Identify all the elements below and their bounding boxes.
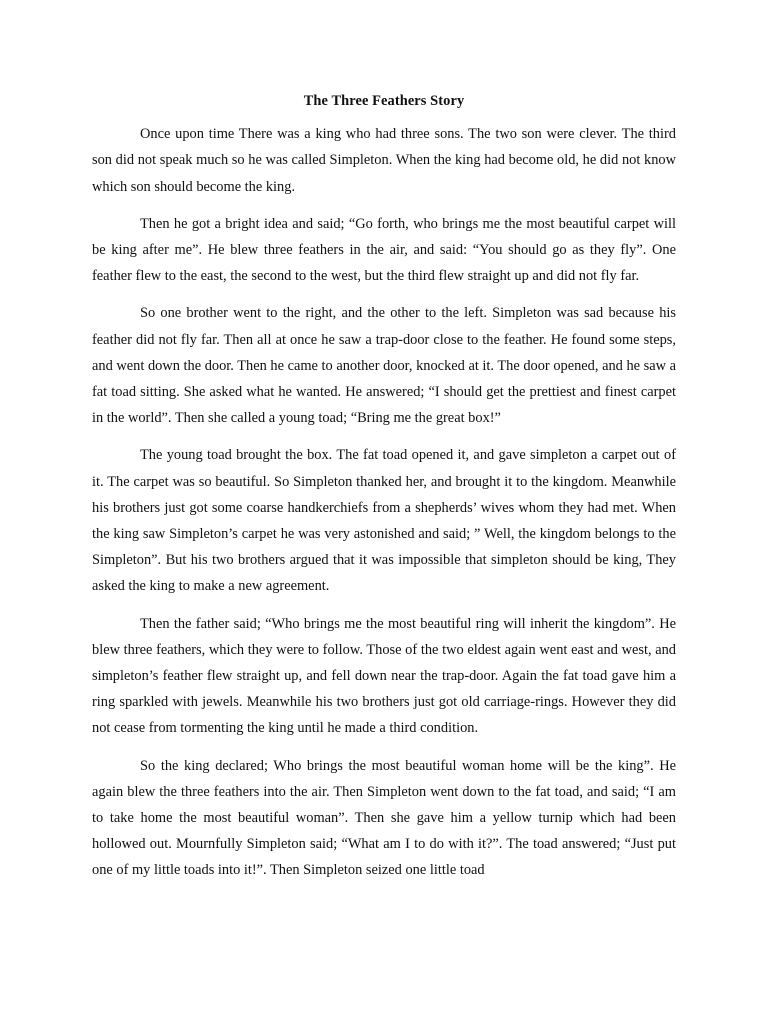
paragraph-3: So one brother went to the right, and the other to the left. Simpleton was sad because his feather did not fly far. Then all at once he saw a trap-door close to the feather. He found some steps, and went down the door. Then he came to another door, knocked at it. The door opened, and he saw a fat toad sitting. She asked what he wanted. He answered; “I should get the prettiest and finest carpet in the world”. Then she called a young toad; “Bring me the great box!” bbox=[92, 305, 676, 427]
paragraph-4: The young toad brought the box. The fat toad opened it, and gave simpleton a carpet out of it. The carpet was so beautiful. So Simpleton thanked her, and brought it to the kingdom. Meanwhile his brothers just got some coarse handkerchiefs from a shepherds’ wives whom they had met. When the king saw Simpleton’s carpet he was very astonished and said; ” Well, the kingdom belongs to the Simpleton”. But his two brothers argued that it was impossible that simpleton should be king, They asked the king to make a new agreement. bbox=[92, 447, 676, 595]
paragraph-5: Then the father said; “Who brings me the most beautiful ring will inherit the kingdom”. He blew three feathers, which they were to follow. Those of the two eldest again went east and west, and simpleton’s feather flew straight up, and fell down near the trap-door. Again the fat toad gave him a ring sparkled with jewels. Meanwhile his two brothers just got old carriage-rings. However they did not cease from tormenting the king until he made a third condition. bbox=[92, 615, 676, 737]
document-page bbox=[92, 88, 676, 895]
paragraph-6: So the king declared; Who brings the most beautiful woman home will be the king”. He again blew the three feathers into the air. Then Simpleton went down to the fat toad, and said; “I am to take home the most beautiful woman”. Then she gave him a yellow turnip which had been hollowed out. Mournfully Simpleton said; “What am I to do with it?”. The toad answered; “Just put one of my little toads into it!”. Then Simpleton seized one little toad bbox=[92, 757, 676, 879]
document-title: The Three Feathers Story bbox=[303, 93, 465, 109]
paragraph-2: Then he got a bright idea and said; “Go forth, who brings me the most beautiful carpet will be king after me”. He blew three feathers in the air, and said: “You should go as they fly”. One feather flew to the east, the second to the west, but the third flew straight up and did not fly far. bbox=[92, 215, 676, 285]
paragraph-1: Once upon time There was a king who had three sons. The two son were clever. The third son did not speak much so he was called Simpleton. When the king had become old, he did not know which son should become the king. bbox=[92, 126, 676, 195]
